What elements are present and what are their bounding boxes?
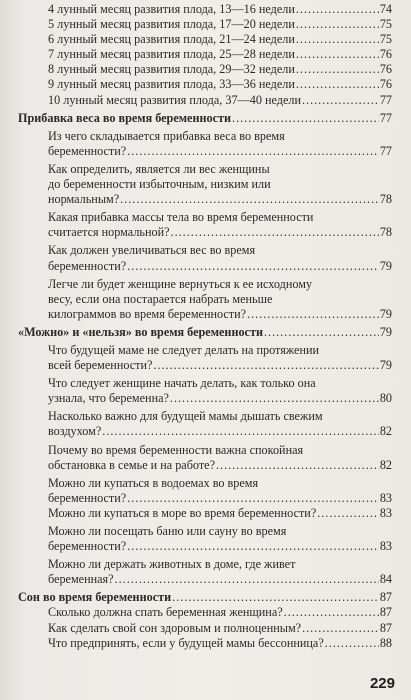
toc-entry-title: 7 лунный месяц развития плода, 25—28 недели (48, 47, 295, 62)
toc-page-number: 74 (379, 2, 392, 16)
toc-entry-line (18, 590, 392, 605)
toc-entry-line (48, 62, 392, 77)
toc-entry-line (48, 539, 392, 554)
toc-entry-line (48, 192, 392, 207)
toc-entry-line (48, 307, 392, 322)
toc-entry-title: Что будущей маме не следует делать на протяжении (48, 342, 320, 357)
toc-entry-title: Насколько важно для будущей мамы дышать свежим (48, 409, 323, 424)
toc-entry-title: Сколько должна спать беременная женщина? (48, 605, 283, 620)
toc-entry-line (48, 491, 392, 506)
toc-page-number: 76 (379, 62, 392, 77)
toc-entry-title: 6 лунный месяц развития плода, 21—24 недели (48, 32, 295, 47)
dot-leader (127, 539, 379, 554)
dot-leader (127, 259, 379, 274)
toc-entry-line (48, 225, 392, 240)
dot-leader (172, 590, 379, 605)
toc-page-number: 80 (379, 391, 392, 406)
toc-entry-title: Что предпринять, если у будущей мамы бессонница? (48, 635, 324, 650)
page-number: 229 (369, 675, 395, 692)
toc-entry-title: Можно ли купаться в море во время беременности? (48, 505, 317, 520)
toc-entry-line (48, 259, 392, 274)
toc-entry-line (48, 2, 392, 17)
toc-entry-title: 9 лунный месяц развития плода, 33—36 недели (48, 77, 295, 92)
toc-page-number: 76 (379, 77, 392, 92)
toc-entry-line (48, 277, 392, 292)
toc-entry-title: Из чего складывается прибавка веса во время (48, 128, 285, 143)
toc-entry-title: Можно ли купаться в водоемах во время (48, 475, 259, 490)
toc-entry-line (48, 572, 392, 587)
section-heading (12, 325, 392, 340)
toc-entry-title: 8 лунный месяц развития плода, 29—32 недели (48, 62, 295, 77)
toc-entry-title: беременности? (48, 258, 127, 273)
dot-leader (102, 424, 379, 439)
toc-entry (12, 476, 392, 506)
toc-entry-line (48, 358, 392, 373)
toc-entry-title: обстановка в семье и на работе? (48, 457, 215, 472)
toc-page-number: 87 (379, 620, 392, 635)
dot-leader (302, 621, 379, 636)
toc-entry-line (48, 621, 392, 636)
toc-entry-title: 5 лунный месяц развития плода, 17—20 недели (48, 17, 295, 32)
toc-entry-line (48, 32, 392, 47)
toc-entry (12, 605, 392, 620)
toc-entry-line (18, 325, 392, 340)
toc-entry-title: Как определить, является ли вес женщины (48, 161, 270, 176)
toc-page-number: 79 (379, 358, 392, 373)
toc-entry (12, 524, 392, 554)
toc-entry-line (48, 93, 392, 108)
toc-entry-line (48, 391, 392, 406)
toc-entry-title: всей беременности? (48, 358, 153, 373)
toc-entry-line (48, 177, 392, 192)
toc-entry-title: Можно ли посещать баню или сауну во время (48, 524, 287, 538)
table-of-contents (12, 2, 392, 651)
dot-leader (153, 358, 378, 373)
dot-leader (296, 47, 379, 62)
toc-entry-title: до беременности избыточным, низким или (48, 177, 271, 192)
toc-entry-line (48, 476, 392, 491)
toc-entry-title: Что следует женщине начать делать, как только она (48, 376, 316, 391)
dot-leader (127, 144, 379, 159)
dot-leader (264, 325, 379, 340)
toc-entry-title: воздухом? (48, 424, 102, 439)
toc-entry-title: «Можно» и «нельзя» во время беременности (18, 324, 263, 339)
dot-leader (171, 225, 379, 240)
toc-entry (12, 636, 392, 651)
dot-leader (296, 62, 379, 77)
toc-page-number: 79 (379, 306, 392, 321)
toc-entry-title: беременности? (48, 490, 127, 505)
toc-entry-line (48, 506, 392, 521)
toc-entry-line (48, 424, 392, 439)
toc-entry-line (48, 210, 392, 225)
toc-entry (12, 77, 392, 92)
toc-entry-line (48, 443, 392, 458)
toc-entry (12, 376, 392, 406)
section-heading (12, 590, 392, 605)
toc-entry (12, 409, 392, 439)
toc-page-number: 87 (379, 605, 392, 620)
toc-entry-title: Какая прибавка массы тела во время беременности (48, 210, 314, 225)
toc-entry-line (48, 524, 392, 539)
dot-leader (296, 2, 379, 17)
toc-page-number: 75 (379, 32, 392, 47)
toc-entry-title: беременная? (48, 572, 114, 587)
toc-entry-line (48, 557, 392, 572)
toc-entry-line (48, 292, 392, 307)
toc-page-number: 88 (379, 635, 392, 650)
toc-entry-title: весу, если она постарается набрать меньше (48, 291, 273, 306)
toc-entry-line (48, 636, 392, 651)
toc-page-number: 78 (379, 225, 392, 240)
toc-page-number: 76 (379, 47, 392, 62)
toc-entry-title: Как сделать свой сон здоровым и полноценным? (48, 620, 302, 635)
toc-entry-line (48, 162, 392, 177)
toc-page-number: 77 (379, 110, 392, 125)
dot-leader (247, 307, 379, 322)
dot-leader (296, 32, 379, 47)
toc-entry (12, 17, 392, 32)
toc-entry (12, 93, 392, 108)
toc-page-number: 77 (379, 143, 392, 158)
toc-page-number: 77 (379, 92, 392, 107)
toc-entry-line (48, 77, 392, 92)
dot-leader (170, 391, 379, 406)
toc-entry-title: Прибавка веса во время беременности (18, 110, 232, 125)
dot-leader (120, 192, 379, 207)
toc-entry-line (48, 458, 392, 473)
toc-entry-line (48, 376, 392, 391)
toc-entry (12, 129, 392, 159)
toc-entry (12, 2, 392, 17)
toc-entry-line (48, 47, 392, 62)
toc-entry (12, 557, 392, 587)
toc-entry (12, 32, 392, 47)
toc-entry (12, 62, 392, 77)
toc-entry (12, 210, 392, 240)
toc-entry-title: Легче ли будет женщине вернуться к ее исходному (48, 276, 313, 291)
dot-leader (284, 605, 379, 620)
section-heading (12, 111, 392, 126)
toc-entry-title: Почему во время беременности важна спокойная (48, 442, 304, 457)
toc-entry-line (48, 343, 392, 358)
toc-entry-title: Можно ли держать животных в доме, где живет (48, 557, 296, 572)
toc-entry-title: узнала, что беременна? (48, 391, 169, 406)
toc-entry-line (48, 243, 392, 258)
dot-leader (296, 77, 379, 92)
toc-page-number: 87 (379, 590, 392, 605)
toc-entry-line (48, 17, 392, 32)
toc-page-number: 79 (379, 258, 392, 273)
toc-page-number: 79 (379, 324, 392, 339)
dot-leader (216, 458, 379, 473)
toc-page-number: 82 (379, 424, 392, 439)
dot-leader (325, 636, 379, 651)
toc-entry-line (48, 144, 392, 159)
dot-leader (302, 93, 379, 108)
toc-entry-title: Сон во время беременности (18, 590, 172, 605)
toc-entry-title: 10 лунный месяц развития плода, 37—40 недели (48, 92, 301, 107)
toc-entry-title: килограммов во время беременности? (48, 306, 247, 321)
toc-page-number: 83 (379, 490, 392, 505)
toc-page-number: 78 (379, 192, 392, 207)
toc-entry-line (48, 605, 392, 620)
toc-entry-title: беременности? (48, 539, 127, 554)
dot-leader (127, 491, 379, 506)
toc-entry (12, 443, 392, 473)
toc-entry (12, 343, 392, 373)
toc-page-number: 82 (379, 457, 392, 472)
toc-entry-title: нормальным? (48, 192, 120, 207)
toc-entry (12, 47, 392, 62)
toc-entry-line (18, 111, 392, 126)
toc-entry (12, 506, 392, 521)
toc-entry (12, 243, 392, 273)
toc-entry-line (48, 129, 392, 144)
toc-entry (12, 277, 392, 322)
toc-entry-title: беременности? (48, 143, 127, 158)
toc-page-number: 83 (379, 539, 392, 554)
dot-leader (115, 572, 379, 587)
toc-entry-title: Как должен увеличиваться вес во время (48, 243, 256, 258)
dot-leader (317, 506, 379, 521)
toc-entry (12, 162, 392, 207)
toc-page-number: 83 (379, 505, 392, 520)
toc-page-number: 75 (379, 17, 392, 32)
toc-entry-line (48, 409, 392, 424)
dot-leader (232, 111, 379, 126)
toc-entry-title: считается нормальной? (48, 225, 170, 240)
toc-entry-title: 4 лунный месяц развития плода, 13—16 недели (48, 2, 295, 16)
toc-entry (12, 621, 392, 636)
toc-page-number: 84 (379, 572, 392, 587)
dot-leader (296, 17, 379, 32)
